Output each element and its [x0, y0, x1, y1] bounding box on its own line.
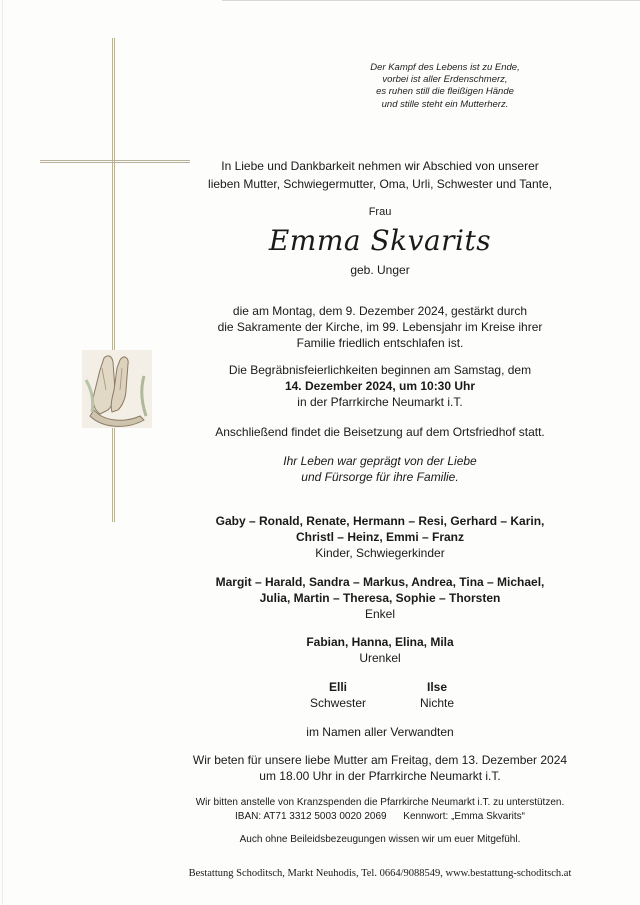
- greatgrandchildren-role: Urenkel: [359, 651, 401, 665]
- niece-name: Ilse: [426, 680, 447, 694]
- donation-line-1: Wir bitten anstelle von Kranzspenden die Pfarrkirche Neumarkt i.T. zu unterstützen.: [195, 797, 565, 808]
- funeral-date: 14. Dezember 2024, um 10:30 Uhr: [284, 379, 476, 393]
- poem: [330, 62, 560, 111]
- cross-vertical-bar: [112, 38, 115, 522]
- death-line-1: die am Montag, dem 9. Dezember 2024, gestärkt durch: [232, 304, 528, 318]
- top-edge-line: [222, 0, 640, 1]
- praying-hands-icon: [82, 350, 152, 428]
- title-frau: Frau: [368, 206, 392, 218]
- niece-block: [402, 679, 472, 711]
- prayer-line-2: um 18.00 Uhr in der Pfarrkirche Neumarkt i.T.: [259, 769, 501, 783]
- death-line-3: Familie friedlich entschlafen ist.: [296, 336, 464, 350]
- intro-line-2: lieben Mutter, Schwiegermutter, Oma, Urli, Schwester und Tante,: [208, 177, 552, 191]
- poem-line: es ruhen still die fleißigen Hände: [376, 86, 514, 98]
- deceased-name: Emma Skvarits: [268, 224, 492, 257]
- grandchildren-names-1: Margit – Harald, Sandra – Markus, Andrea, Tina – Michael,: [215, 575, 545, 589]
- quote-line-2: und Fürsorge für ihre Familie.: [301, 470, 459, 484]
- sister-block: [298, 679, 378, 711]
- sister-role: Schwester: [309, 696, 367, 710]
- death-line-2: die Sakramente der Kirche, im 99. Lebensjahr im Kreise ihrer: [217, 320, 543, 334]
- greatgrandchildren-names: Fabian, Hanna, Elina, Mila: [306, 635, 454, 649]
- sister-name: Elli: [328, 680, 347, 694]
- prayer-line-1: Wir beten für unsere liebe Mutter am Freitag, dem 13. Dezember 2024: [192, 753, 568, 767]
- cross-horizontal-bar: [40, 160, 190, 163]
- children-names-1: Gaby – Ronald, Renate, Hermann – Resi, Gerhard – Karin,: [215, 514, 545, 528]
- donation-line-2: IBAN: AT71 3312 5003 0020 2069 Kennwort: „Emma Skvarits“: [235, 811, 525, 822]
- poem-line: Der Kampf des Lebens ist zu Ende,: [370, 62, 520, 73]
- poem-line: und stille steht ein Mutterherz.: [381, 98, 509, 110]
- relatives-text: im Namen aller Verwandten: [306, 725, 454, 739]
- grandchildren-role: Enkel: [364, 607, 396, 621]
- intro-line-1: In Liebe und Dankbarkeit nehmen wir Abschied von unserer: [221, 159, 539, 173]
- birth-name: geb. Unger: [350, 263, 410, 277]
- burial-text: Anschließend findet die Beisetzung auf dem Ortsfriedhof statt.: [215, 425, 545, 439]
- niece-role: Nichte: [419, 696, 454, 710]
- children-role: Kinder, Schwiegerkinder: [315, 546, 445, 560]
- funeral-home-footer: Bestattung Schoditsch, Markt Neuhodis, Tel. 0664/9088549, www.bestattung-schoditsch.at: [188, 868, 572, 879]
- condolence-text: Auch ohne Beileidsbezeugungen wissen wir um euer Mitgefühl.: [239, 834, 521, 845]
- children-names-2: Christl – Heinz, Emmi – Franz: [295, 530, 465, 544]
- grandchildren-names-2: Julia, Martin – Theresa, Sophie – Thorsten: [259, 591, 501, 605]
- poem-line: vorbei ist aller Erdenschmerz,: [382, 74, 508, 86]
- left-edge-line: [2, 0, 3, 905]
- funeral-line: Die Begräbnisfeierlichkeiten beginnen am Samstag, dem: [228, 363, 532, 377]
- quote-line-1: Ihr Leben war geprägt von der Liebe: [283, 454, 477, 468]
- funeral-place: in der Pfarrkirche Neumarkt i.T.: [297, 395, 463, 409]
